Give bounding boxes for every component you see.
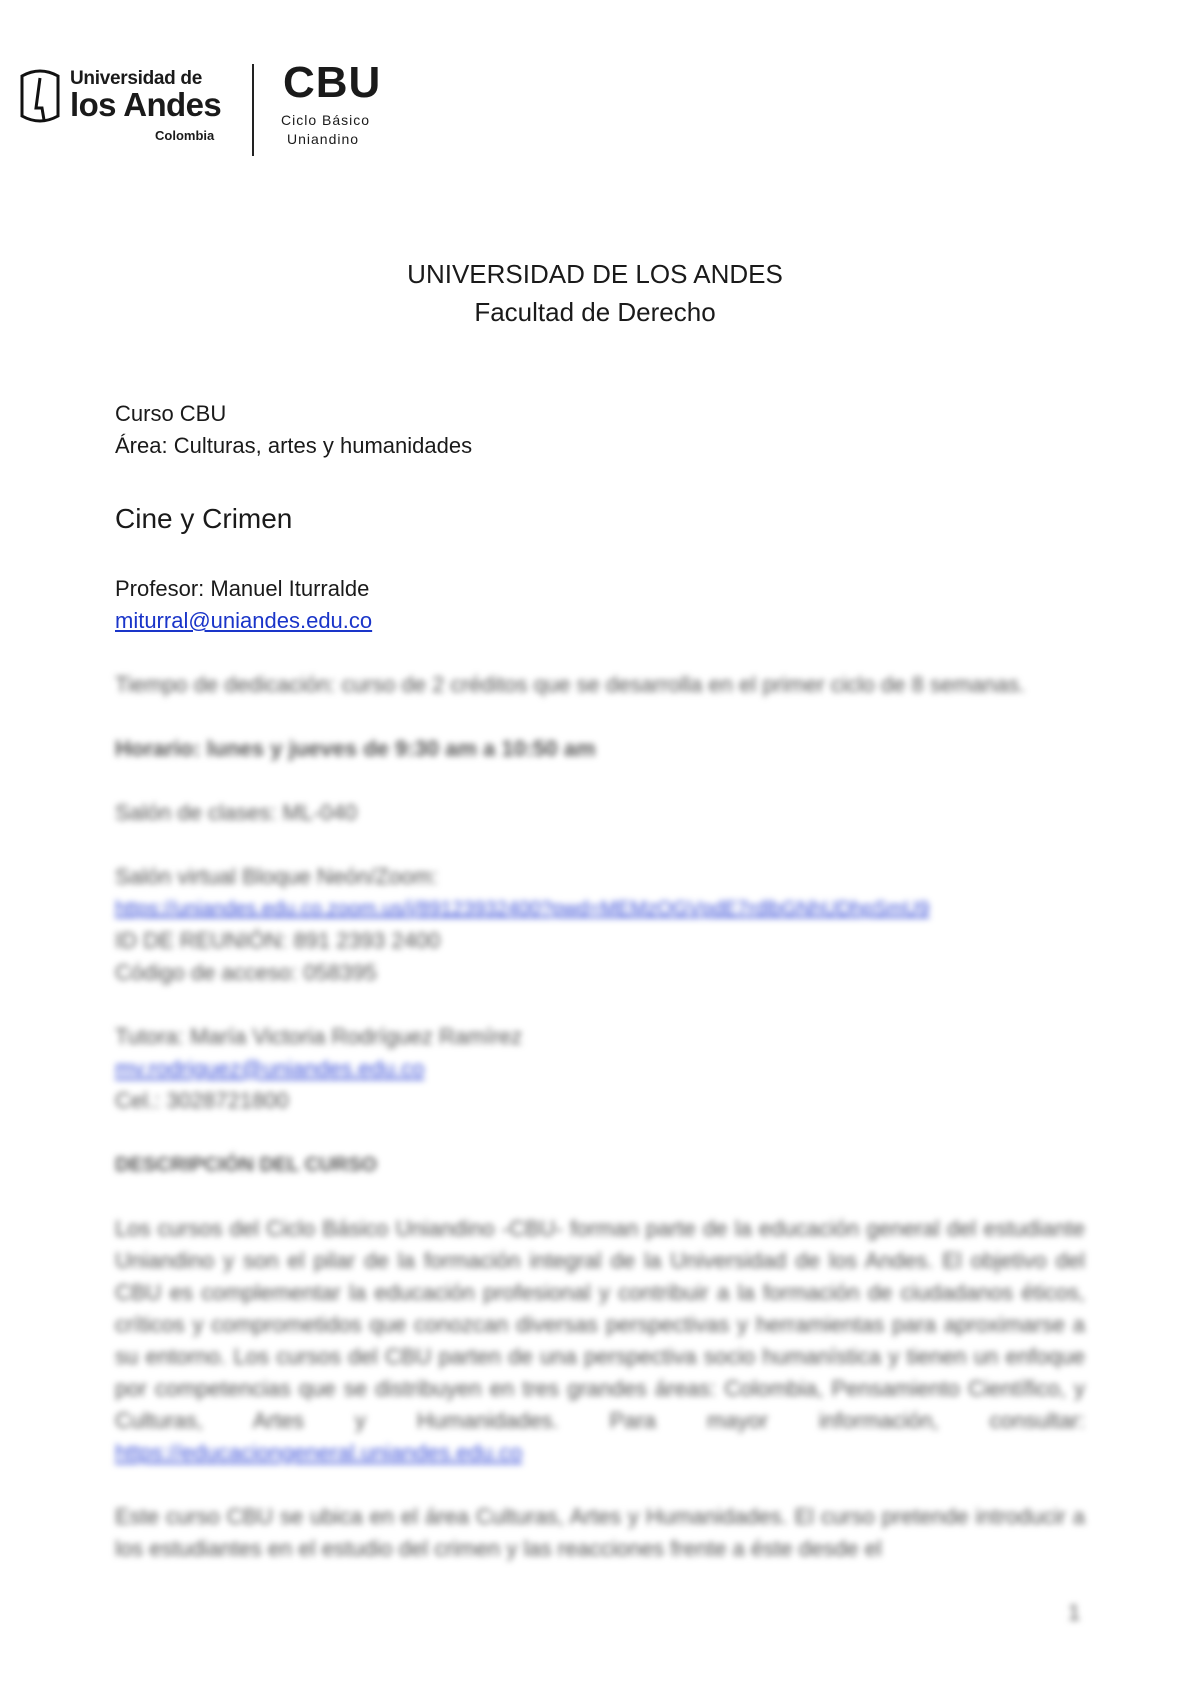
course-area: Área: Culturas, artes y humanidades xyxy=(115,433,473,458)
description-paragraph-1 xyxy=(115,1213,1085,1469)
schedule-text: Horario: lunes y jueves de 9:30 am a 10:50 am xyxy=(115,736,596,761)
tutor-name: Tutora: María Victoria Rodríguez Ramírez xyxy=(115,1024,523,1049)
course-name: Cine y Crimen xyxy=(115,503,293,534)
description-paragraph-1-text: Los cursos del Ciclo Básico Uniandino -CBU- forman parte de la educación general del estudiante Uniandino y son el pilar de la formación integral de la Universidad de los Andes. El objetivo del CBU es complementar la educación profesional y contribuir a la formación de ciudadanos éticos, críticos y comprometidos que conozcan diversas perspectivas y herramientas para aproximarse a su entorno. Los cursos del CBU parten de una perspectiva socio humanística y tienen un enfoque por competencias que se distribuyen en tres grandes áreas: Colombia, Pensamiento Científico, y Culturas, Artes y Humanidades. Para mayor información, consultar: xyxy=(115,1216,1085,1433)
document-title xyxy=(0,255,1190,331)
tutor-email-link[interactable]: mv.rodriguez@uniandes.edu.co xyxy=(115,1056,425,1081)
cbu-subtitle-line1: Ciclo Básico xyxy=(281,112,371,128)
course-type: Curso CBU xyxy=(115,401,227,426)
logo-text-line1: Universidad de xyxy=(70,68,203,89)
page-number: 1 xyxy=(1068,1600,1081,1625)
phone-text: Cel.: 3028721800 xyxy=(115,1088,289,1113)
faculty-name: Facultad de Derecho xyxy=(474,297,716,327)
cbu-subtitle-line2: Uniandino xyxy=(287,131,360,147)
institution-name: UNIVERSIDAD DE LOS ANDES xyxy=(407,259,783,289)
access-code-text: Código de acceso: 058395 xyxy=(115,960,377,985)
dedication-text: Tiempo de dedicación: curso de 2 créditos que se desarrolla en el primer ciclo de 8 semanas. xyxy=(115,672,1026,697)
description-paragraph-1-link[interactable]: https://educaciongeneral.uniandes.edu.co xyxy=(115,1440,523,1465)
description-paragraph-2: Este curso CBU se ubica en el área Culturas, Artes y Humanidades. El curso pretende introducir a los estudiantes en el estudio del crimen y las reacciones frente a éste desde el xyxy=(115,1504,1085,1561)
logo-text-line3: Colombia xyxy=(155,128,215,143)
university-emblem-icon xyxy=(18,68,62,124)
professor-email-link[interactable]: miturral@uniandes.edu.co xyxy=(115,608,373,633)
professor-name: Profesor: Manuel Iturralde xyxy=(115,576,370,601)
room-text: Salón de clases: ML-040 xyxy=(115,800,358,825)
logo-text-line2: los Andes xyxy=(70,86,222,123)
meeting-id-text: ID DE REUNIÓN: 891 2393 2400 xyxy=(115,928,441,953)
description-heading: DESCRIPCIÓN DEL CURSO xyxy=(115,1154,377,1176)
cbu-logo xyxy=(275,58,405,158)
virtual-room-link[interactable]: https://uniandes.edu.co.zoom.us/j/89123932400?pwd=MEMzOGVpdE7rdlbGNhUDhpSmU9 xyxy=(115,898,930,920)
logo-divider xyxy=(252,64,254,156)
virtual-room-label: Salón virtual Bloque Neón/Zoom: xyxy=(115,864,438,889)
cbu-mark: CBU xyxy=(283,58,382,107)
universidad-de-los-andes-logo xyxy=(18,60,223,150)
